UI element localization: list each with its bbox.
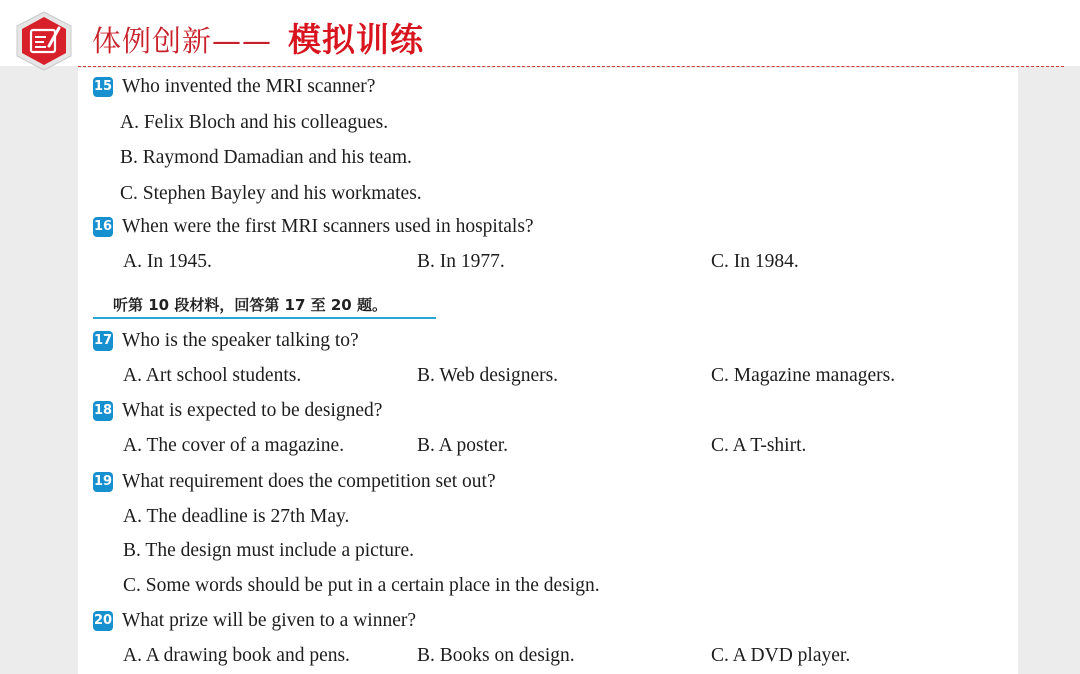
question-number-badge: 20 xyxy=(93,611,113,631)
option-19-b: B. The design must include a picture. xyxy=(123,540,414,561)
question-17 xyxy=(93,330,359,352)
option-18-b: B. A poster. xyxy=(417,435,509,456)
question-number-badge: 15 xyxy=(93,77,113,97)
question-text: Who invented the MRI scanner? xyxy=(122,76,376,97)
question-text: When were the first MRI scanners used in hospitals? xyxy=(122,216,534,237)
title-emphasis: 模拟训练 xyxy=(288,20,425,59)
option-15-a: A. Felix Bloch and his colleagues. xyxy=(120,112,389,133)
question-text: What is expected to be designed? xyxy=(122,400,383,421)
page-title xyxy=(92,14,424,58)
question-15 xyxy=(93,76,375,98)
option-17-a: A. Art school students. xyxy=(123,365,302,386)
question-16 xyxy=(93,216,534,238)
question-text: Who is the speaker talking to? xyxy=(122,330,359,351)
question-number-badge: 17 xyxy=(93,331,113,351)
option-18-a: A. The cover of a magazine. xyxy=(123,435,345,456)
question-text: What prize will be given to a winner? xyxy=(122,610,417,631)
question-19 xyxy=(93,471,496,493)
option-19-a: A. The deadline is 27th May. xyxy=(123,506,350,527)
option-15-c: C. Stephen Bayley and his workmates. xyxy=(120,183,422,204)
question-text: What requirement does the competition set out? xyxy=(122,471,496,492)
option-17-b: B. Web designers. xyxy=(417,365,559,386)
option-20-c: C. A DVD player. xyxy=(711,645,851,666)
option-19-c: C. Some words should be put in a certain place in the design. xyxy=(123,575,600,596)
section-instruction: 听第 10 段材料，回答第 17 至 20 题。 xyxy=(113,296,387,314)
option-16-b: B. In 1977. xyxy=(417,251,505,272)
option-15-b: B. Raymond Damadian and his team. xyxy=(120,147,412,168)
note-pencil-icon xyxy=(13,10,75,72)
question-20 xyxy=(93,610,416,632)
section-underline xyxy=(93,317,436,319)
question-number-badge: 19 xyxy=(93,472,113,492)
option-17-c: C. Magazine managers. xyxy=(711,365,896,386)
title-prefix: 体例创新—— xyxy=(92,24,273,58)
question-number-badge: 18 xyxy=(93,401,113,421)
option-20-b: B. Books on design. xyxy=(417,645,575,666)
question-number-badge: 16 xyxy=(93,217,113,237)
option-20-a: A. A drawing book and pens. xyxy=(123,645,350,666)
header-bar xyxy=(0,0,1080,66)
option-18-c: C. A T-shirt. xyxy=(711,435,807,456)
option-16-c: C. In 1984. xyxy=(711,251,799,272)
question-18 xyxy=(93,400,382,422)
option-16-a: A. In 1945. xyxy=(123,251,212,272)
header-divider xyxy=(78,66,1064,67)
